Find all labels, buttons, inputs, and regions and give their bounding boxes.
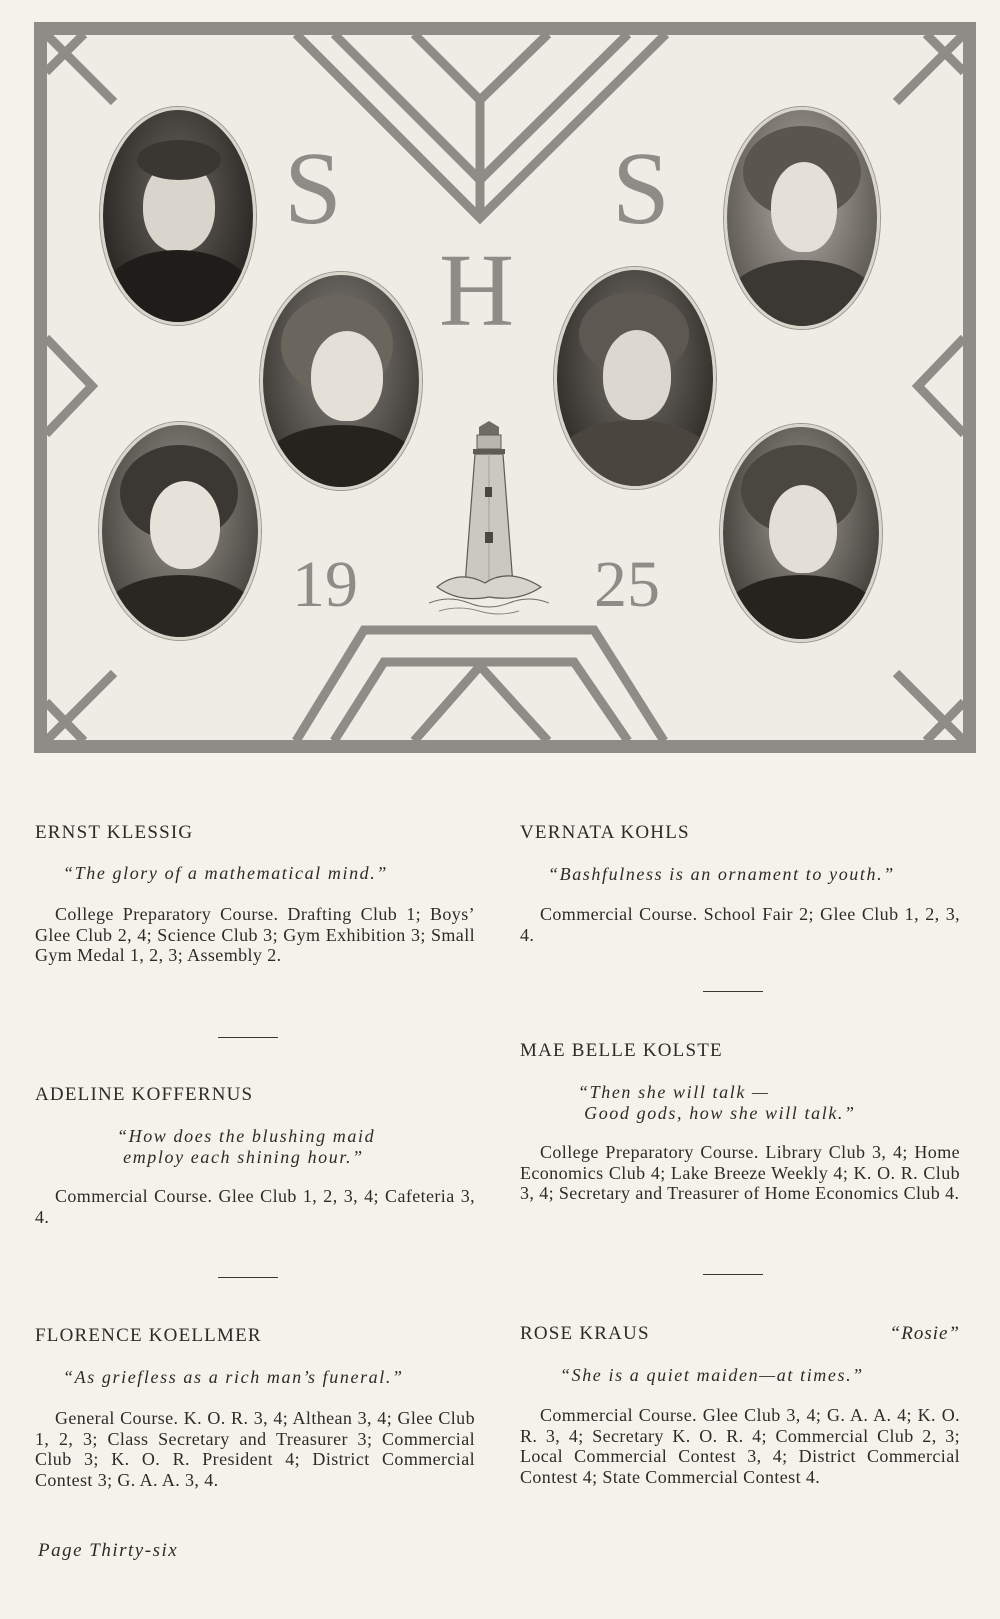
student-quote: “The glory of a mathematical mind.” bbox=[63, 863, 388, 883]
entry-florence-koellmer bbox=[35, 1325, 475, 1525]
portrait-adeline-koffernus bbox=[260, 272, 422, 490]
monogram-letter-h: H bbox=[439, 233, 515, 348]
entry-rose-kraus bbox=[520, 1323, 960, 1523]
year-right: 25 bbox=[594, 548, 660, 621]
entry-mae-belle-kolste bbox=[520, 1040, 960, 1240]
monogram-letter-s-right: S bbox=[612, 131, 670, 246]
lighthouse-icon bbox=[429, 417, 549, 622]
student-name: FLORENCE KOELLMER bbox=[35, 1325, 262, 1346]
year-left: 19 bbox=[292, 548, 358, 621]
divider-rule bbox=[218, 1277, 278, 1278]
divider-rule bbox=[703, 1274, 763, 1275]
portrait-ernst-klessig bbox=[100, 107, 256, 325]
student-name: VERNATA KOHLS bbox=[520, 822, 690, 843]
divider-rule bbox=[703, 991, 763, 992]
student-quote: “Bashfulness is an ornament to youth.” bbox=[548, 864, 895, 884]
student-activities: General Course. K. O. R. 3, 4; Althean 3, 4; Glee Club 1, 2, 3; Class Secretary and Treasurer 3; Commercial Club 3; K. O. R. President 4; District Commercial Contest 3; G. A. A. 3, 4. bbox=[35, 1408, 475, 1490]
portrait-florence-koellmer bbox=[724, 107, 880, 329]
portrait-vernata-kohls bbox=[99, 422, 261, 640]
portrait-mae-belle-kolste bbox=[554, 267, 716, 489]
student-nickname: “Rosie” bbox=[889, 1323, 960, 1344]
student-activities: Commercial Course. School Fair 2; Glee Club 1, 2, 3, 4. bbox=[520, 904, 960, 945]
student-quote: “She is a quiet maiden—at times.” bbox=[560, 1365, 864, 1385]
student-name: MAE BELLE KOLSTE bbox=[520, 1040, 723, 1061]
monogram-letter-s-left: S bbox=[284, 131, 342, 246]
page-number-label: Page Thirty-six bbox=[38, 1540, 179, 1561]
portrait-rose-kraus bbox=[720, 424, 882, 642]
entry-adeline-koffernus bbox=[35, 1084, 475, 1244]
entry-vernata-kohls bbox=[520, 822, 960, 962]
student-name: ROSE KRAUS bbox=[520, 1323, 650, 1344]
student-quote: “As griefless as a rich man’s funeral.” bbox=[63, 1367, 404, 1387]
student-activities: College Preparatory Course. Library Club 3, 4; Home Economics Club 4; Lake Breeze Weekly 4; K. O. R. Club 3, 4; Secretary and Treasurer of Home Economics Club 4. bbox=[520, 1142, 960, 1203]
student-activities: Commercial Course. Glee Club 1, 2, 3, 4; Cafeteria 3, 4. bbox=[35, 1186, 475, 1227]
entry-ernst-klessig bbox=[35, 822, 475, 1002]
student-activities: College Preparatory Course. Drafting Club 1; Boys’ Glee Club 2, 4; Science Club 3; Gym Exhibition 3; Small Gym Medal 1, 2, 3; Assembly 2. bbox=[35, 904, 475, 965]
student-name: ADELINE KOFFERNUS bbox=[35, 1084, 254, 1105]
yearbook-header-panel bbox=[34, 22, 976, 753]
student-activities: Commercial Course. Glee Club 3, 4; G. A. A. 4; K. O. R. 3, 4; Secretary K. O. R. 4; Commercial Club 2, 3; Local Commercial Contest 3, 4; District Commercial Contest 4; State Commercial Contest 4. bbox=[520, 1405, 960, 1487]
divider-rule bbox=[218, 1037, 278, 1038]
student-quote: “Then she will talk — Good gods, how she will talk.” bbox=[578, 1082, 856, 1123]
student-name: ERNST KLESSIG bbox=[35, 822, 194, 843]
student-quote: “How does the blushing maid employ each shining hour.” bbox=[117, 1126, 376, 1167]
